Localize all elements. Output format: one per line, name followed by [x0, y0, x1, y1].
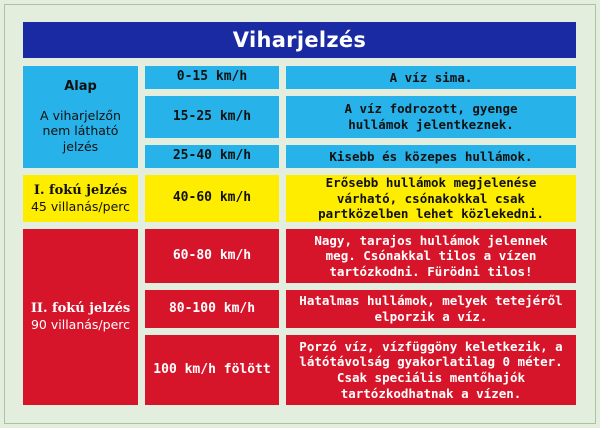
- description-cell: [286, 335, 576, 405]
- level-name: Alap: [64, 79, 97, 95]
- speed-text: 60-80 km/h: [172, 247, 252, 263]
- page-title: [23, 22, 576, 58]
- description-text: Kisebb és közepes hullámok.: [329, 148, 533, 164]
- level-subtitle: 45 villanás/perc: [30, 198, 131, 214]
- speed-cell: [145, 175, 279, 222]
- speed-cell: [145, 96, 279, 138]
- description-cell: [286, 145, 576, 168]
- speed-cell: [145, 145, 279, 168]
- level-second: [23, 229, 138, 405]
- title-text: Viharjelzés: [232, 28, 367, 52]
- level-subtitle: A viharjelzőn nem látható jelzés: [40, 107, 121, 154]
- description-cell: [286, 290, 576, 328]
- description-cell: [286, 96, 576, 138]
- speed-text: 80-100 km/h: [168, 300, 256, 316]
- description-text: Nagy, tarajos hullámok jelennek meg. Csónakkal tilos a vízen tartózkodni. Fürödni tilos!: [314, 232, 548, 279]
- speed-text: 100 km/h fölött: [153, 361, 271, 377]
- level-name: I. fokú jelzés: [33, 182, 128, 198]
- description-text: A víz sima.: [389, 69, 473, 85]
- speed-text: 40-60 km/h: [172, 190, 252, 206]
- level-alap: [23, 66, 138, 168]
- speed-text: 0-15 km/h: [176, 69, 248, 85]
- speed-cell: [145, 66, 279, 89]
- level-first: [23, 175, 138, 222]
- description-text: A víz fodrozott, gyenge hullámok jelentkeznek.: [344, 101, 518, 132]
- description-cell: [286, 229, 576, 283]
- speed-cell: [145, 290, 279, 328]
- description-cell: [286, 66, 576, 89]
- level-subtitle: 90 villanás/perc: [30, 317, 131, 333]
- speed-cell: [145, 229, 279, 283]
- description-text: Hatalmas hullámok, melyek tetejéről elporzik a víz.: [299, 293, 563, 324]
- speed-text: 15-25 km/h: [172, 108, 252, 124]
- description-text: Erősebb hullámok megjelenése várható, csónakokkal csak partközelben lehet közlekedni.: [318, 175, 544, 222]
- speed-cell: [145, 335, 279, 405]
- description-cell: [286, 175, 576, 222]
- speed-text: 25-40 km/h: [172, 148, 252, 164]
- description-text: Porzó víz, vízfüggöny keletkezik, a látótávolság gyakorlatilag 0 méter. Csak speciális mentőhajók tartózkodhatnak a vízen.: [299, 338, 563, 401]
- level-name: II. fokú jelzés: [30, 301, 131, 317]
